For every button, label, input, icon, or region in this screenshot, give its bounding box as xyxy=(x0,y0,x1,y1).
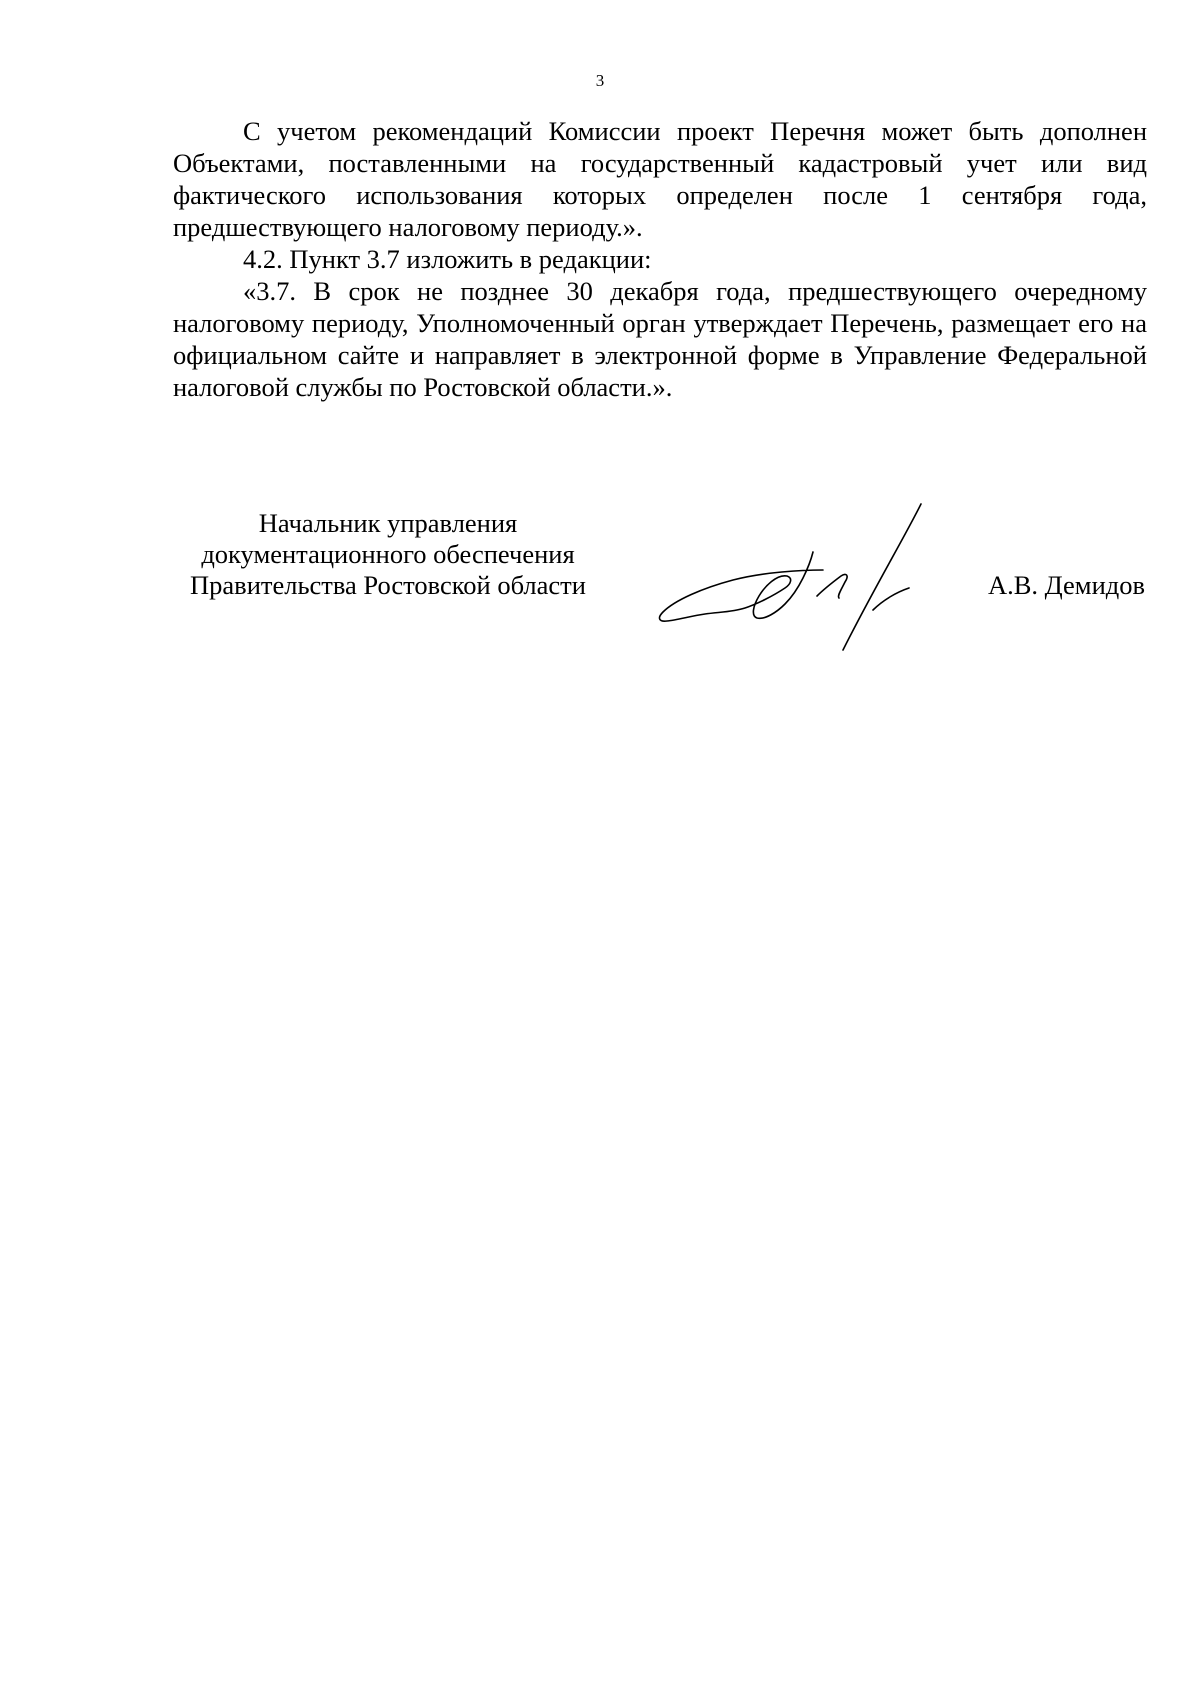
signatory-position xyxy=(173,508,603,601)
paragraph-item-4-2: 4.2. Пункт 3.7 изложить в редакции: xyxy=(243,244,652,274)
handwritten-signature-icon xyxy=(653,500,943,660)
document-body xyxy=(173,115,1147,403)
signatory-name: А.В. Демидов xyxy=(987,570,1145,600)
signatory-position-line-3: Правительства Ростовской области xyxy=(190,570,586,600)
signatory-position-line-1: Начальник управления xyxy=(258,508,518,538)
paragraph-commission-recommendations: С учетом рекомендаций Комиссии проект Перечня может быть дополнен Объектами, поставленными на государственный кадастровый учет или вид фактического использования которых определен после 1 сентября года, предшествующего налоговому периоду.». xyxy=(173,116,1147,242)
signature-block xyxy=(173,500,1147,660)
signatory-position-line-2: документационного обеспечения xyxy=(201,539,575,569)
page-number: 3 xyxy=(595,71,605,90)
paragraph-item-3-7: «3.7. В срок не позднее 30 декабря года, предшествующего очередному налоговому периоду, Уполномоченный орган утверждает Перечень, размещает его на официальном сайте и направляет в электронной форме в Управление Федеральной налоговой службы по Ростовской области.». xyxy=(173,276,1147,402)
